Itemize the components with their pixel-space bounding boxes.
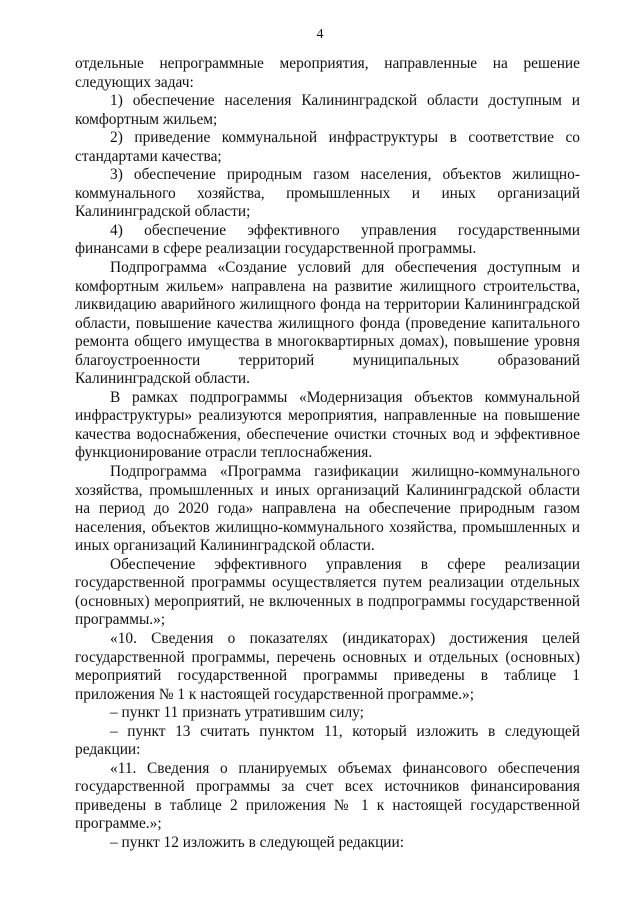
document-body — [75, 55, 580, 853]
paragraph-5: Подпрограмма «Создание условий для обеспечения доступным и комфортным жильем» направлена на развитие жилищного строительства, ликвидацию аварийного жилищного фонда на территории Калининградской области, повышение качества жилищного фонда (проведение капитального ремонта общего имущества в многоквартирных домах), повышение уровня благоустроенности территорий муниципальных образований Калининградской области. — [75, 259, 580, 388]
page-number: 4 — [316, 27, 324, 42]
paragraph-7: Подпрограмма «Программа газификации жилищно-коммунального хозяйства, промышленных и иных организаций Калининградской области на период до 2020 года» направлена на обеспечение природным газом населения, объектов жилищно-коммунального хозяйства, промышленных и иных организаций Калининградской области. — [75, 463, 580, 555]
paragraph-3: 3) обеспечение природным газом населения, объектов жилищно-коммунального хозяйства, промышленных и иных организаций Калининградской области; — [75, 166, 580, 221]
paragraph-0: отдельные непрограммные мероприятия, направленные на решение следующих задач: — [75, 55, 580, 91]
paragraph-2: 2) приведение коммунальной инфраструктуры в соответствие со стандартами качества; — [75, 129, 580, 165]
paragraph-8: Обеспечение эффективного управления в сфере реализации государственной программы осуществляется путем реализации отдельных (основных) мероприятий, не включенных в подпрограммы государственной программы.»; — [75, 555, 580, 629]
paragraph-6: В рамках подпрограммы «Модернизация объектов коммунальной инфраструктуры» реализуются мероприятия, направленные на повышение качества водоснабжения, обеспечение очистки сточных вод и эффективное функционирование отрасли теплоснабжения. — [75, 388, 580, 462]
paragraph-12: «11. Сведения о планируемых объемах финансового обеспечения государственной программы за счет всех источников финансирования приведены в таблице 2 приложения № 1 к настоящей государственной программе.»; — [75, 759, 580, 833]
paragraph-10: – пункт 11 признать утратившим силу; — [110, 704, 364, 722]
paragraph-4: 4) обеспечение эффективного управления государственными финансами в сфере реализации государственной программы. — [75, 221, 580, 258]
paragraph-1: 1) обеспечение населения Калининградской области доступным и комфортным жильем; — [75, 92, 580, 128]
paragraph-9: «10. Сведения о показателях (индикаторах) достижения целей государственной программы, перечень основных и отдельных (основных) мероприятий государственной программы приведены в таблице 1 приложения № 1 к настоящей государственной программе.»; — [75, 629, 580, 703]
paragraph-11: – пункт 13 считать пунктом 11, который изложить в следующей редакции: — [75, 722, 580, 759]
paragraph-13: – пункт 12 изложить в следующей редакции: — [110, 833, 405, 851]
